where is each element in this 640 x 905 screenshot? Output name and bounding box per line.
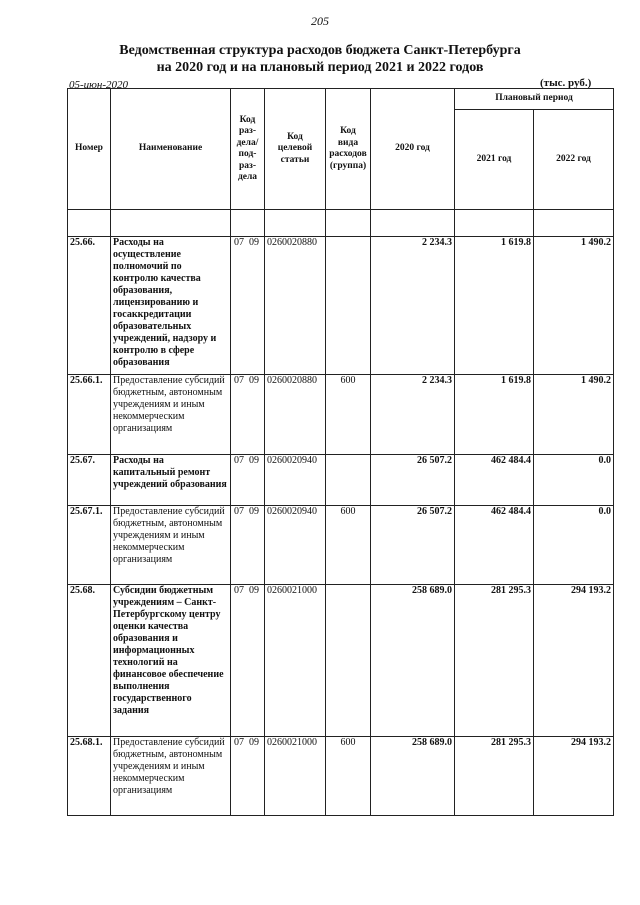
header-section [231, 89, 265, 210]
row-value-2021 [455, 455, 534, 506]
row-name: Расходы на осуществление полномочий по контролю качества образования, лицензированию и госаккредитации образовательных учреждений, надзору и контролю в сфере образования [111, 237, 231, 375]
row-number: 25.67.1. [68, 506, 111, 585]
row-vr-code [326, 585, 371, 737]
header-csr-line: статьи [280, 154, 310, 165]
row-csr-code: 0260020880 [265, 375, 326, 455]
section-code: 07 [234, 506, 244, 517]
table-header [68, 89, 614, 210]
row-number: 25.68. [68, 585, 111, 737]
subsection-code: 09 [249, 375, 259, 386]
subsection-code: 09 [249, 737, 259, 748]
table-row [68, 237, 614, 375]
value-2022: 294 193.2 [571, 585, 611, 596]
row-value-2020 [371, 455, 455, 506]
row-name: Расходы на капитальный ремонт учреждений образования [111, 455, 231, 506]
section-code: 07 [234, 455, 244, 466]
value-2022: 1 490.2 [581, 375, 611, 386]
table-row [68, 585, 614, 737]
row-section-code [231, 585, 265, 737]
header-name: Наименование [111, 89, 231, 210]
row-section-code [231, 737, 265, 816]
row-section-code [231, 455, 265, 506]
value-2021: 1 619.8 [501, 237, 531, 248]
header-vr-line: вида [337, 137, 359, 148]
value-2022: 0.0 [598, 506, 611, 517]
value-2021: 462 484.4 [491, 455, 531, 466]
document-title [0, 42, 640, 76]
header-csr-line: целевой [277, 143, 313, 154]
row-vr-code [326, 237, 371, 375]
row-csr-code: 0260021000 [265, 737, 326, 816]
units-label: (тыс. руб.) [540, 77, 592, 89]
row-value-2021 [455, 737, 534, 816]
row-value-2021 [455, 375, 534, 455]
header-csr [265, 89, 326, 210]
row-name: Предоставление субсидий бюджетным, автономным учреждениям и иным некоммерческим организациям [111, 737, 231, 816]
row-value-2020 [371, 237, 455, 375]
header-csr-line: Код [287, 131, 303, 142]
table-row [68, 506, 614, 585]
budget-table [67, 88, 614, 816]
value-2020: 2 234.3 [422, 375, 452, 386]
row-number: 25.67. [68, 455, 111, 506]
value-2021: 281 295.3 [491, 585, 531, 596]
subsection-code: 09 [249, 585, 259, 596]
header-section-line: Код [239, 114, 256, 125]
header-vr-line: (группа) [329, 160, 367, 171]
row-number: 25.66.1. [68, 375, 111, 455]
value-2022: 294 193.2 [571, 737, 611, 748]
header-section-line: раз- [238, 160, 256, 171]
row-value-2022 [534, 375, 614, 455]
subsection-code: 09 [249, 237, 259, 248]
value-2020: 258 689.0 [412, 585, 452, 596]
row-name: Предоставление субсидий бюджетным, автономным учреждениям и иным некоммерческим организациям [111, 375, 231, 455]
row-csr-code: 0260021000 [265, 585, 326, 737]
row-section-code [231, 506, 265, 585]
table-row [68, 375, 614, 455]
subsection-code: 09 [249, 455, 259, 466]
row-section-code [231, 237, 265, 375]
header-vr [326, 89, 371, 210]
header-2020: 2020 год [371, 89, 455, 210]
row-value-2021 [455, 237, 534, 375]
value-2020: 26 507.2 [417, 455, 452, 466]
header-section-line: дела/ [236, 137, 259, 148]
header-spacer-row [68, 210, 614, 237]
title-line-1: Ведомственная структура расходов бюджета Санкт-Петербурга [119, 43, 521, 58]
value-2022: 1 490.2 [581, 237, 611, 248]
row-section-code [231, 375, 265, 455]
row-value-2021 [455, 506, 534, 585]
table-row [68, 455, 614, 506]
header-plan-period: Плановый период [455, 89, 614, 110]
value-2021: 462 484.4 [491, 506, 531, 517]
row-value-2022 [534, 737, 614, 816]
row-value-2020 [371, 375, 455, 455]
value-2022: 0.0 [598, 455, 611, 466]
document-date: 05-июн-2020 [69, 79, 129, 91]
row-vr-code: 600 [326, 506, 371, 585]
row-value-2021 [455, 585, 534, 737]
row-value-2022 [534, 585, 614, 737]
table-body [68, 210, 614, 816]
row-csr-code: 0260020940 [265, 455, 326, 506]
row-number: 25.68.1. [68, 737, 111, 816]
row-vr-code [326, 455, 371, 506]
row-value-2020 [371, 585, 455, 737]
row-value-2022 [534, 506, 614, 585]
value-2021: 1 619.8 [501, 375, 531, 386]
header-section-line: дела [237, 172, 258, 182]
row-value-2020 [371, 506, 455, 585]
title-line-2: на 2020 год и на плановый период 2021 и 2022 годов [156, 60, 484, 75]
row-value-2022 [534, 455, 614, 506]
section-code: 07 [234, 737, 244, 748]
subsection-code: 09 [249, 506, 259, 517]
section-code: 07 [234, 237, 244, 248]
header-vr-line: Код [340, 126, 356, 136]
table-row [68, 737, 614, 816]
value-2020: 258 689.0 [412, 737, 452, 748]
row-value-2020 [371, 737, 455, 816]
header-2021: 2021 год [455, 110, 534, 210]
row-csr-code: 0260020940 [265, 506, 326, 585]
header-number: Номер [68, 89, 111, 210]
header-2022: 2022 год [534, 110, 614, 210]
value-2020: 26 507.2 [417, 506, 452, 517]
row-number: 25.66. [68, 237, 111, 375]
section-code: 07 [234, 585, 244, 596]
section-code: 07 [234, 375, 244, 386]
header-vr-line: расходов [329, 149, 367, 159]
row-csr-code: 0260020880 [265, 237, 326, 375]
row-vr-code: 600 [326, 737, 371, 816]
row-vr-code: 600 [326, 375, 371, 455]
row-name: Предоставление субсидий бюджетным, автономным учреждениям и иным некоммерческим организациям [111, 506, 231, 585]
value-2021: 281 295.3 [491, 737, 531, 748]
header-section-line: раз- [238, 126, 256, 136]
value-2020: 2 234.3 [422, 237, 452, 248]
row-name: Субсидии бюджетным учреждениям – Санкт-Петербургскому центру оценки качества образования и информационных технологий на финансовое обеспечение выполнения государственного задания [111, 585, 231, 737]
page-number: 205 [311, 14, 329, 28]
header-section-line: под- [238, 149, 257, 159]
row-value-2022 [534, 237, 614, 375]
